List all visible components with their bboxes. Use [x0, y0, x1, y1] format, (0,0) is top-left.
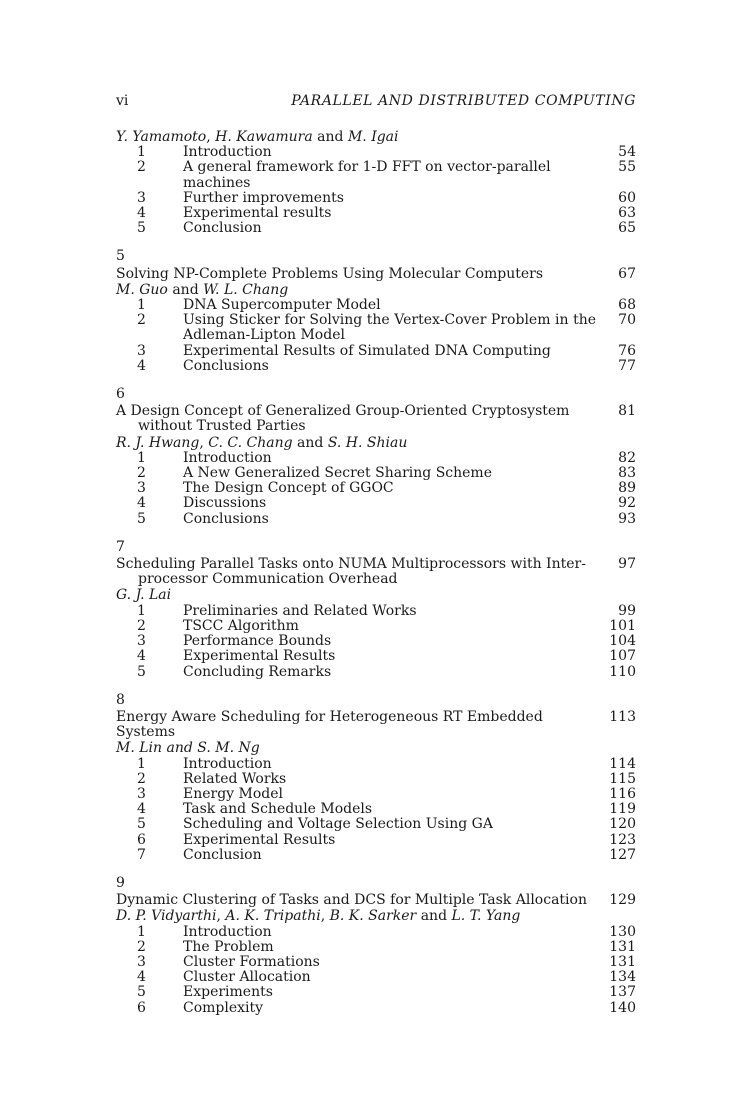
toc-chapter: [116, 876, 636, 1016]
section-title: A New Generalized Secret Sharing Scheme: [183, 465, 492, 482]
section-number: 2: [137, 465, 146, 482]
section-number: 3: [137, 953, 146, 970]
chapter-title: Dynamic Clustering of Tasks and DCS for Multiple Task Allocation: [116, 892, 587, 909]
author-name: A. K. Tripathi: [225, 908, 321, 925]
author-name: L. T. Yang: [451, 908, 521, 925]
toc-section-entry[interactable]: [116, 757, 636, 772]
toc-section-entry[interactable]: [116, 313, 636, 343]
author-separator: and: [167, 281, 204, 298]
chapter-number: 5: [116, 248, 125, 265]
chapter-number: 8: [116, 691, 125, 708]
section-title: Introduction: [183, 923, 272, 940]
section-title-continued: Adleman-Lipton Model: [183, 327, 345, 344]
section-page-number: 120: [609, 816, 636, 833]
toc-section-entry[interactable]: [116, 619, 636, 634]
author-name: S. H. Shiau: [327, 434, 408, 451]
chapter-page-number: 97: [618, 556, 636, 573]
section-title: Energy Model: [183, 785, 284, 802]
toc-chapter: [116, 540, 636, 680]
author-name: H. Kawamura: [215, 129, 313, 145]
chapter-title: Energy Aware Scheduling for Heterogeneous RT Embedded Systems: [116, 708, 543, 741]
toc-section-entry[interactable]: [116, 955, 636, 970]
section-title: Conclusion: [183, 846, 262, 863]
chapter-title-row[interactable]: [116, 404, 636, 434]
section-title: Complexity: [183, 999, 264, 1016]
toc-section-entry[interactable]: [116, 848, 636, 863]
author-name: G. J. Lai: [116, 587, 172, 604]
chapter-page-number: 129: [609, 892, 636, 909]
section-page-number: 104: [609, 633, 636, 650]
section-page-number: 93: [618, 510, 636, 527]
section-title: Further improvements: [183, 189, 344, 206]
chapter-title: Solving NP-Complete Problems Using Molecular Computers: [116, 265, 544, 282]
toc-chapter: [116, 387, 636, 527]
section-number: 2: [137, 312, 146, 329]
chapter-title-row[interactable]: [116, 557, 636, 587]
section-page-number: 92: [618, 495, 636, 512]
section-title: Introduction: [183, 449, 272, 466]
chapter-authors: [116, 909, 636, 924]
toc-section-entry[interactable]: [116, 359, 636, 374]
section-number: 1: [137, 602, 146, 619]
section-page-number: 119: [609, 801, 636, 818]
section-title: A general framework for 1-D FFT on vector-parallel machines: [183, 159, 551, 191]
chapter-authors: [116, 588, 636, 603]
section-number: 2: [137, 617, 146, 634]
section-number: 3: [137, 342, 146, 359]
section-title: Concluding Remarks: [183, 663, 332, 680]
section-title: Experimental results: [183, 205, 332, 222]
chapter-authors: [116, 130, 636, 145]
author-name: M. Guo: [116, 281, 168, 298]
section-page-number: 127: [609, 846, 636, 863]
section-title: The Design Concept of GGOC: [183, 480, 394, 497]
section-number: 6: [137, 831, 146, 848]
section-page-number: 54: [618, 144, 636, 161]
section-title: The Problem: [183, 938, 274, 955]
section-page-number: 63: [618, 205, 636, 222]
section-number: 5: [137, 220, 146, 237]
section-page-number: 101: [609, 617, 636, 634]
section-title: TSCC Algorithm: [183, 617, 299, 634]
section-page-number: 82: [618, 449, 636, 466]
section-number: 6: [137, 999, 146, 1016]
author-separator: ,: [206, 129, 216, 145]
section-title: Introduction: [183, 755, 272, 772]
page-folio: vi: [116, 93, 129, 109]
toc-section-entry[interactable]: [116, 970, 636, 985]
section-page-number: 55: [618, 159, 636, 176]
section-page-number: 83: [618, 465, 636, 482]
section-page-number: 99: [618, 602, 636, 619]
chapter-title: A Design Concept of Generalized Group-Oriented Cryptosystem: [116, 403, 570, 420]
section-title: Experimental Results: [183, 831, 336, 848]
toc-section-entry[interactable]: [116, 985, 636, 1000]
toc-section-entry[interactable]: [116, 160, 636, 190]
section-page-number: 123: [609, 831, 636, 848]
toc-section-entry[interactable]: [116, 940, 636, 955]
toc-section-entry[interactable]: [116, 1001, 636, 1016]
section-number: 5: [137, 663, 146, 680]
toc-section-entry[interactable]: [116, 206, 636, 221]
section-number: 5: [137, 510, 146, 527]
toc-chapter: [116, 130, 636, 236]
section-title: Experiments: [183, 984, 273, 1001]
section-number: 2: [137, 770, 146, 787]
toc-section-entry[interactable]: [116, 634, 636, 649]
section-title: Cluster Allocation: [183, 969, 311, 986]
toc-section-entry[interactable]: [116, 221, 636, 236]
chapter-number: 7: [116, 538, 125, 555]
chapter-title-row[interactable]: [116, 893, 636, 908]
section-title: Conclusions: [183, 510, 269, 527]
author-name: R. J. Hwang: [116, 434, 200, 451]
section-title: Conclusion: [183, 220, 262, 237]
section-title: Experimental Results of Simulated DNA Computing: [183, 342, 551, 359]
section-number: 2: [137, 938, 146, 955]
toc-section-entry[interactable]: [116, 512, 636, 527]
section-page-number: 110: [609, 663, 636, 680]
toc-chapter: [116, 693, 636, 863]
chapter-title: Scheduling Parallel Tasks onto NUMA Multiprocessors with Inter-: [116, 556, 586, 573]
section-page-number: 130: [609, 923, 636, 940]
author-name: B. K. Sarker: [329, 908, 417, 925]
section-number: 4: [137, 495, 146, 512]
section-number: 1: [137, 923, 146, 940]
section-title: Performance Bounds: [183, 633, 332, 650]
author-separator: and: [312, 129, 348, 145]
running-title: PARALLEL AND DISTRIBUTED COMPUTING: [291, 93, 636, 109]
author-name: Y. Yamamoto: [116, 129, 207, 145]
toc-section-entry[interactable]: [116, 925, 636, 940]
toc-section-entry[interactable]: [116, 466, 636, 481]
toc-section-entry[interactable]: [116, 665, 636, 680]
author-name: M. Lin and S. M. Ng: [116, 740, 260, 757]
section-page-number: 115: [609, 770, 636, 787]
section-title: Experimental Results: [183, 648, 336, 665]
author-separator: ,: [199, 434, 209, 451]
section-title: Using Sticker for Solving the Vertex-Cover Problem in the: [183, 312, 596, 329]
toc-section-entry[interactable]: [116, 772, 636, 787]
section-number: 2: [137, 159, 146, 176]
section-page-number: 65: [618, 220, 636, 237]
section-number: 4: [137, 801, 146, 818]
section-number: 4: [137, 648, 146, 665]
chapter-number: 6: [116, 386, 125, 403]
author-separator: and: [292, 434, 328, 451]
section-title: Conclusions: [183, 357, 269, 374]
author-separator: ,: [216, 908, 226, 925]
toc-page: [116, 94, 636, 1029]
section-number: 3: [137, 633, 146, 650]
section-number: 7: [137, 846, 146, 863]
chapter-number: 9: [116, 874, 125, 891]
section-page-number: 77: [618, 357, 636, 374]
section-page-number: 116: [609, 785, 636, 802]
chapter-title-row[interactable]: [116, 710, 636, 740]
section-title: Discussions: [183, 495, 267, 512]
author-name: C. C. Chang: [208, 434, 293, 451]
section-title: DNA Supercomputer Model: [183, 297, 381, 314]
section-page-number: 137: [609, 984, 636, 1001]
section-number: 1: [137, 449, 146, 466]
section-number: 1: [137, 755, 146, 772]
toc-section-entry[interactable]: [116, 604, 636, 619]
toc-section-entry[interactable]: [116, 191, 636, 206]
section-number: 4: [137, 969, 146, 986]
toc-section-entry[interactable]: [116, 817, 636, 832]
section-title: Cluster Formations: [183, 953, 320, 970]
section-page-number: 107: [609, 648, 636, 665]
chapter-title-continued: without Trusted Parties: [138, 418, 306, 435]
section-page-number: 134: [609, 969, 636, 986]
section-number: 1: [137, 144, 146, 161]
section-page-number: 70: [618, 312, 636, 329]
chapter-authors: [116, 436, 636, 451]
chapter-title-continued: processor Communication Overhead: [138, 571, 398, 588]
section-page-number: 140: [609, 999, 636, 1016]
section-number: 1: [137, 297, 146, 314]
section-number: 5: [137, 984, 146, 1001]
section-page-number: 76: [618, 342, 636, 359]
chapter-authors: [116, 283, 636, 298]
author-separator: and: [416, 908, 452, 925]
section-number: 3: [137, 480, 146, 497]
chapter-title-row[interactable]: [116, 267, 636, 282]
page-header: [116, 94, 636, 114]
section-page-number: 114: [609, 755, 636, 772]
toc-section-entry[interactable]: [116, 344, 636, 359]
section-title: Scheduling and Voltage Selection Using GA: [183, 816, 493, 833]
section-title: Introduction: [183, 144, 272, 161]
section-page-number: 131: [609, 953, 636, 970]
section-number: 3: [137, 189, 146, 206]
section-number: 3: [137, 785, 146, 802]
author-name: D. P. Vidyarthi: [116, 908, 217, 925]
section-number: 4: [137, 357, 146, 374]
author-name: M. Igai: [347, 129, 399, 145]
chapter-page-number: 113: [609, 708, 636, 725]
section-title: Related Works: [183, 770, 287, 787]
toc-section-entry[interactable]: [116, 145, 636, 160]
chapter-page-number: 81: [618, 403, 636, 420]
author-name: W. L. Chang: [203, 281, 289, 298]
section-title: Task and Schedule Models: [183, 801, 373, 818]
toc-section-entry[interactable]: [116, 833, 636, 848]
section-number: 5: [137, 816, 146, 833]
toc-section-entry[interactable]: [116, 649, 636, 664]
section-page-number: 60: [618, 189, 636, 206]
toc-chapter: [116, 249, 636, 374]
section-title: Preliminaries and Related Works: [183, 602, 417, 619]
toc-section-entry[interactable]: [116, 787, 636, 802]
section-page-number: 131: [609, 938, 636, 955]
section-page-number: 89: [618, 480, 636, 497]
toc-section-entry[interactable]: [116, 802, 636, 817]
author-separator: ,: [320, 908, 330, 925]
chapter-authors: [116, 741, 636, 756]
table-of-contents: [116, 130, 636, 1016]
section-number: 4: [137, 205, 146, 222]
section-page-number: 68: [618, 297, 636, 314]
toc-section-entry[interactable]: [116, 298, 636, 313]
toc-section-entry[interactable]: [116, 496, 636, 511]
toc-section-entry[interactable]: [116, 451, 636, 466]
chapter-page-number: 67: [618, 265, 636, 282]
toc-section-entry[interactable]: [116, 481, 636, 496]
